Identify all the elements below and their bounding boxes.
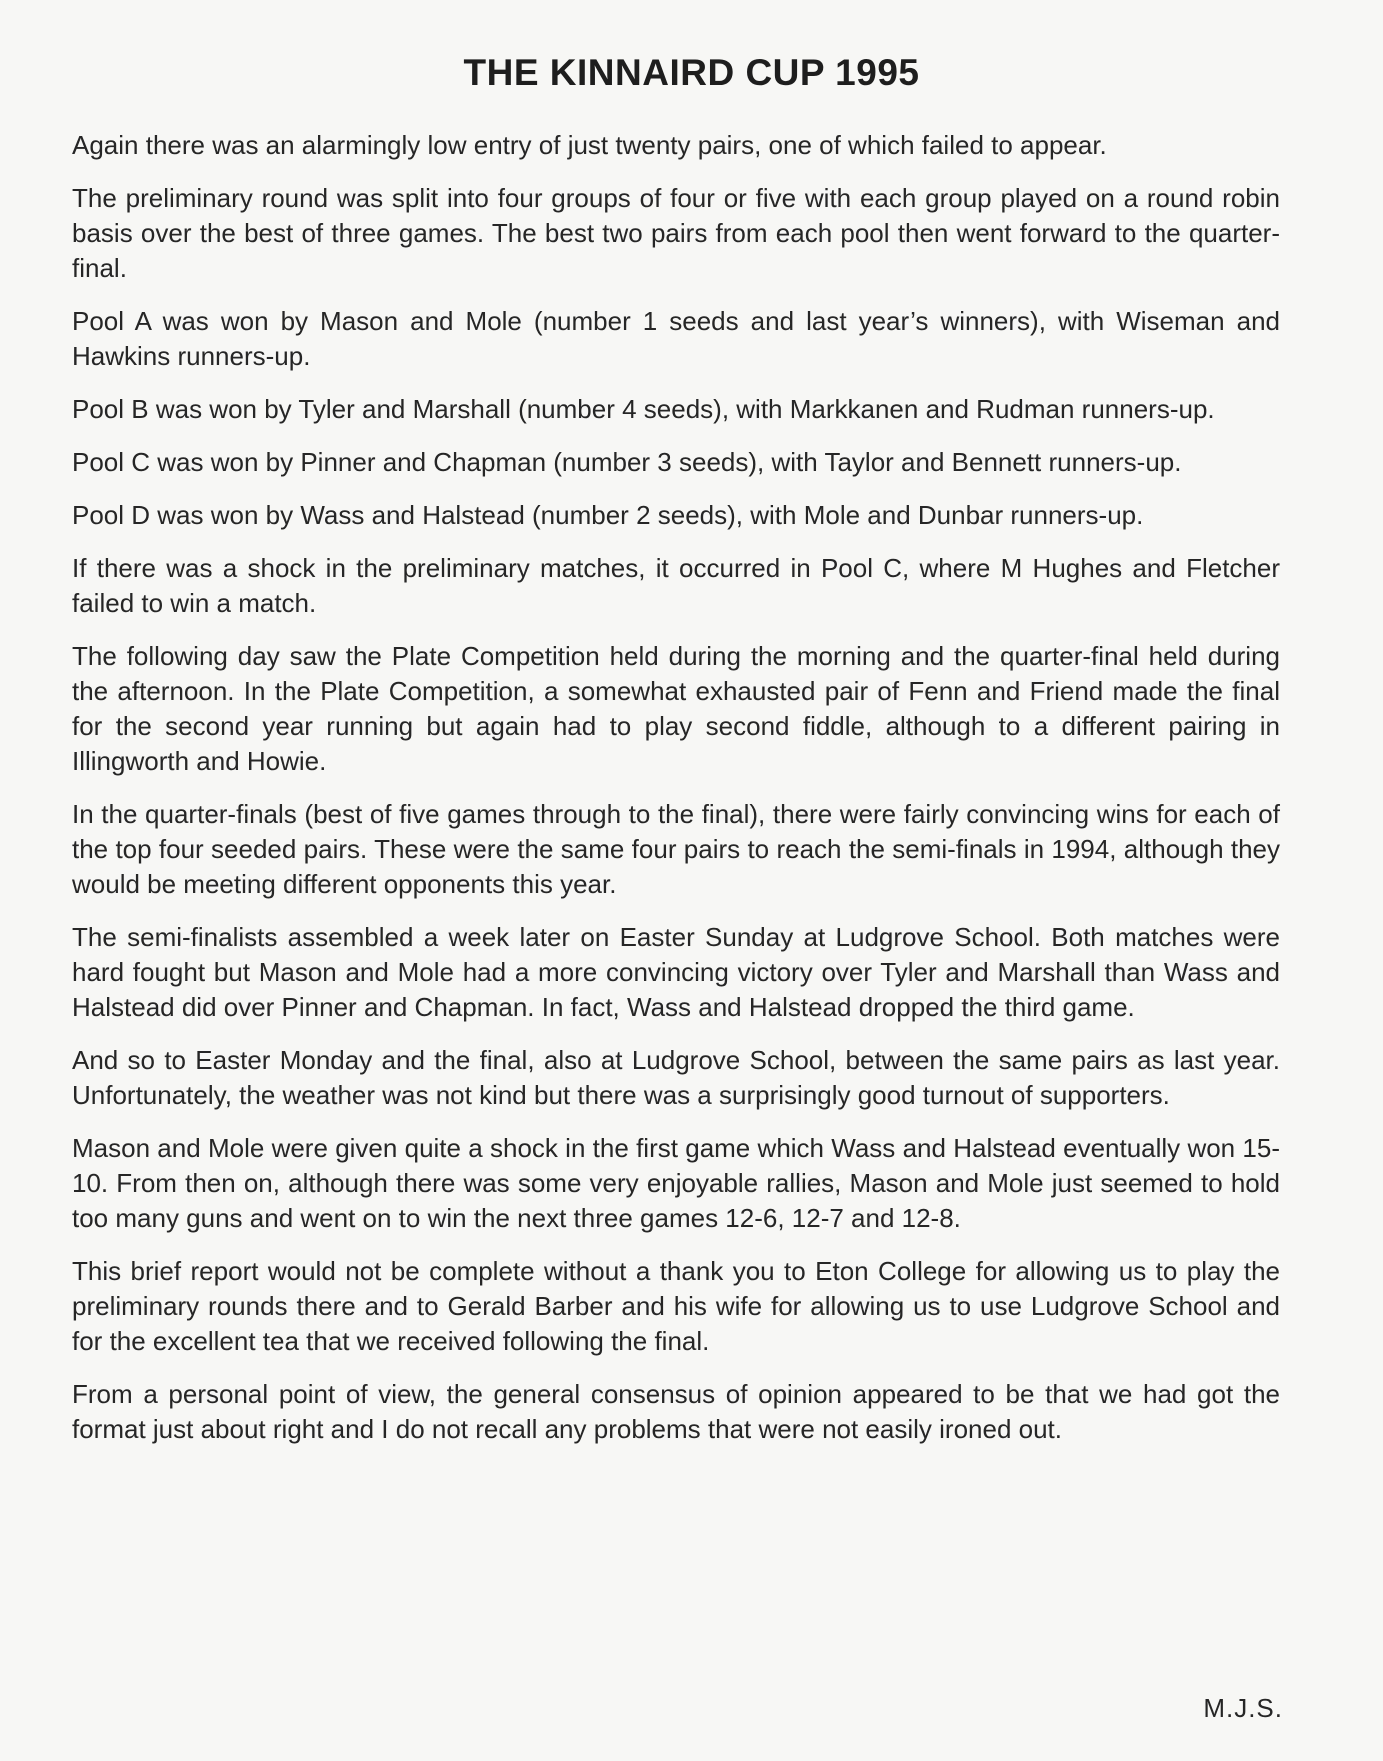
report-body [72,128,1280,1465]
paragraph: From a personal point of view, the general consensus of opinion appeared to be that we had got the format just about right and I do not recall any problems that were not easily ironed out. [72,1379,1280,1444]
author-signature: M.J.S. [1203,1693,1283,1723]
paragraph: Pool C was won by Pinner and Chapman (number 3 seeds), with Taylor and Bennett runners-up. [72,447,1182,477]
paragraph: If there was a shock in the preliminary matches, it occurred in Pool C, where M Hughes and Fletcher failed to win a match. [72,553,1280,618]
paragraph: Pool B was won by Tyler and Marshall (number 4 seeds), with Markkanen and Rudman runners-up. [72,394,1215,424]
paragraph: This brief report would not be complete without a thank you to Eton College for allowing us to play the preliminary rounds there and to Gerald Barber and his wife for allowing us to use Ludgrove School and for the excellent tea that we received following the final. [72,1256,1280,1356]
paragraph: In the quarter-finals (best of five games through to the final), there were fairly convincing wins for each of the top four seeded pairs. These were the same four pairs to reach the semi-finals in 1994, although they would be meeting different opponents this year. [72,799,1280,899]
paragraph: The semi-finalists assembled a week later on Easter Sunday at Ludgrove School. Both matches were hard fought but Mason and Mole had a more convincing victory over Tyler and Marshall than Wass and Halstead did over Pinner and Chapman. In fact, Wass and Halstead dropped the third game. [72,922,1280,1022]
page-title: THE KINNAIRD CUP 1995 [463,52,920,93]
paragraph: The following day saw the Plate Competition held during the morning and the quarter-final held during the afternoon. In the Plate Competition, a somewhat exhausted pair of Fenn and Friend made the final for the second year running but again had to play second fiddle, although to a different pairing in Illingworth and Howie. [72,641,1280,776]
paragraph: Again there was an alarmingly low entry of just twenty pairs, one of which failed to appear. [72,130,1107,160]
paragraph: Pool A was won by Mason and Mole (number 1 seeds and last year’s winners), with Wiseman and Hawkins runners-up. [72,306,1280,371]
paragraph: Mason and Mole were given quite a shock in the first game which Wass and Halstead eventually won 15-10. From then on, although there was some very enjoyable rallies, Mason and Mole just seemed to hold too many guns and went on to win the next three games 12-6, 12-7 and 12-8. [72,1133,1280,1233]
paragraph: The preliminary round was split into four groups of four or five with each group played on a round robin basis over the best of three games. The best two pairs from each pool then went forward to the quarter-final. [72,183,1280,283]
paragraph: Pool D was won by Wass and Halstead (number 2 seeds), with Mole and Dunbar runners-up. [72,500,1144,530]
paragraph: And so to Easter Monday and the final, also at Ludgrove School, between the same pairs as last year. Unfortunately, the weather was not kind but there was a surprisingly good turnout of supporters. [72,1045,1280,1110]
